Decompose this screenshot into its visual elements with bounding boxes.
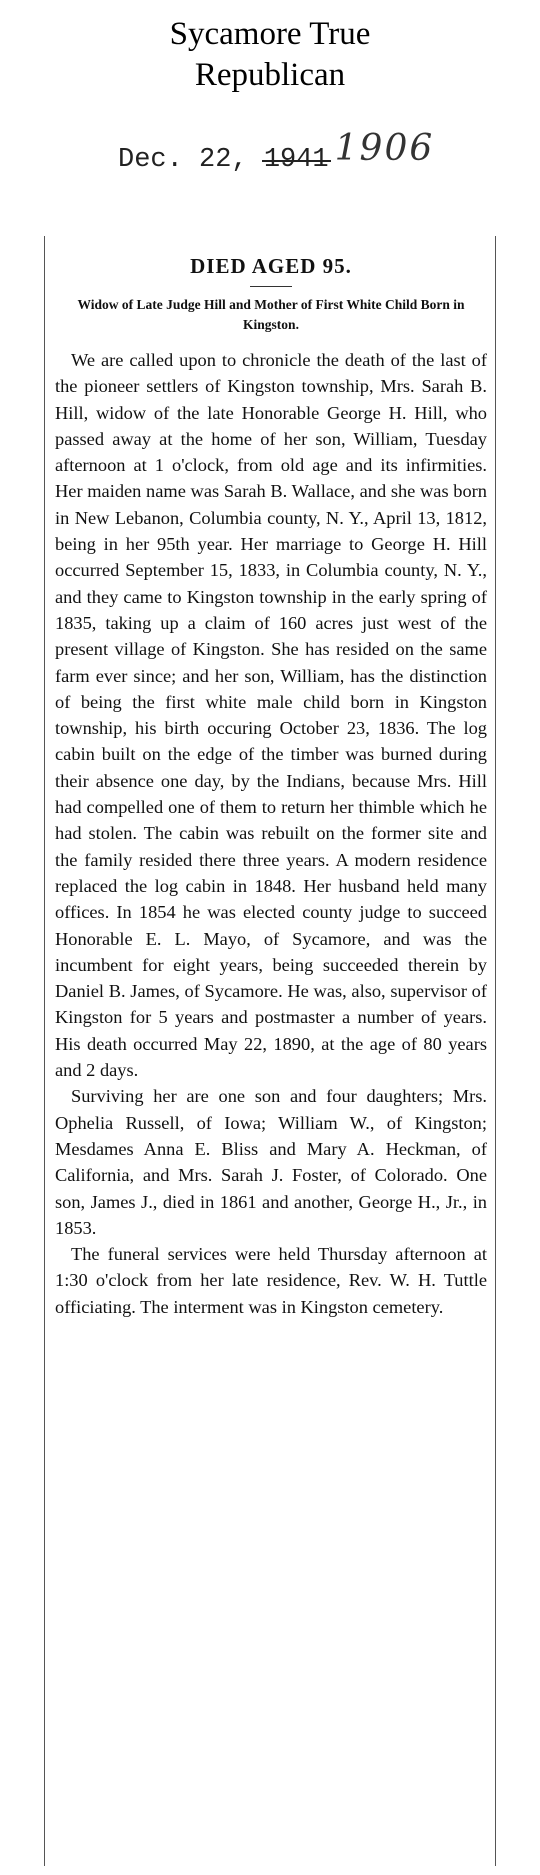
date-line xyxy=(118,128,435,175)
date-prefix: Dec. 22, xyxy=(118,145,248,175)
article-subheadline: Widow of Late Judge Hill and Mother of First White Child Born in Kingston. xyxy=(77,297,465,332)
headline-divider xyxy=(250,286,292,287)
article-paragraph-2: Surviving her are one son and four daughters; Mrs. Ophelia Russell, of Iowa; William W., of Kingston; Mesdames Anna E. Bliss and Mary A. Heckman, of California, and Mrs. Sarah J. Foster, of Colorado. One son, James J., died in 1861 and another, George H., Jr., in 1853. xyxy=(55,1086,487,1238)
article-paragraph-1: We are called upon to chronicle the death of the last of the pioneer settlers of Kingston township, Mrs. Sarah B. Hill, widow of the late Honorable George H. Hill, who passed away at the home of her son, William, Tuesday afternoon at 1 o'clock, from old age and its infirmities. Her maiden name was Sarah B. Wallace, and she was born in New Lebanon, Columbia county, N. Y., April 13, 1812, being in her 95th year. Her marriage to George H. Hill occurred September 15, 1833, in Columbia county, N. Y., and they came to Kingston township in the early spring of 1835, taking up a claim of 160 acres just west of the present village of Kingston. She has resided on the same farm ever since; and her son, William, has the distinction of being the first white male child born in Kingston township, his birth occuring October 23, 1836. The log cabin built on the edge of the timber was burned during their absence one day, by the Indians, because Mrs. Hill had compelled one of them to return her thimble which he had stolen. The cabin was rebuilt on the former site and the family resided there three years. A modern residence replaced the log cabin in 1848. Her husband held many offices. In 1854 he was elected county judge to succeed Honorable E. L. Mayo, of Sycamore, and was the incumbent for eight years, being succeeded therein by Daniel B. James, of Sycamore. He was, also, supervisor of Kingston for 5 years and postmaster a number of years. His death occurred May 22, 1890, at the age of 80 years and 2 days. xyxy=(55,350,487,1081)
masthead xyxy=(0,14,540,96)
struck-year: 1941 xyxy=(263,145,329,175)
masthead-line-1: Sycamore True xyxy=(169,16,371,52)
newspaper-clipping xyxy=(44,236,496,1866)
article-headline: DIED AGED 95. xyxy=(190,254,352,278)
handwritten-year: 1906 xyxy=(334,128,435,169)
article-paragraph-3: The funeral services were held Thursday afternoon at 1:30 o'clock from her late residence, Rev. W. H. Tuttle officiating. The interment was in Kingston cemetery. xyxy=(55,1244,487,1317)
masthead-line-2: Republican xyxy=(194,57,346,93)
